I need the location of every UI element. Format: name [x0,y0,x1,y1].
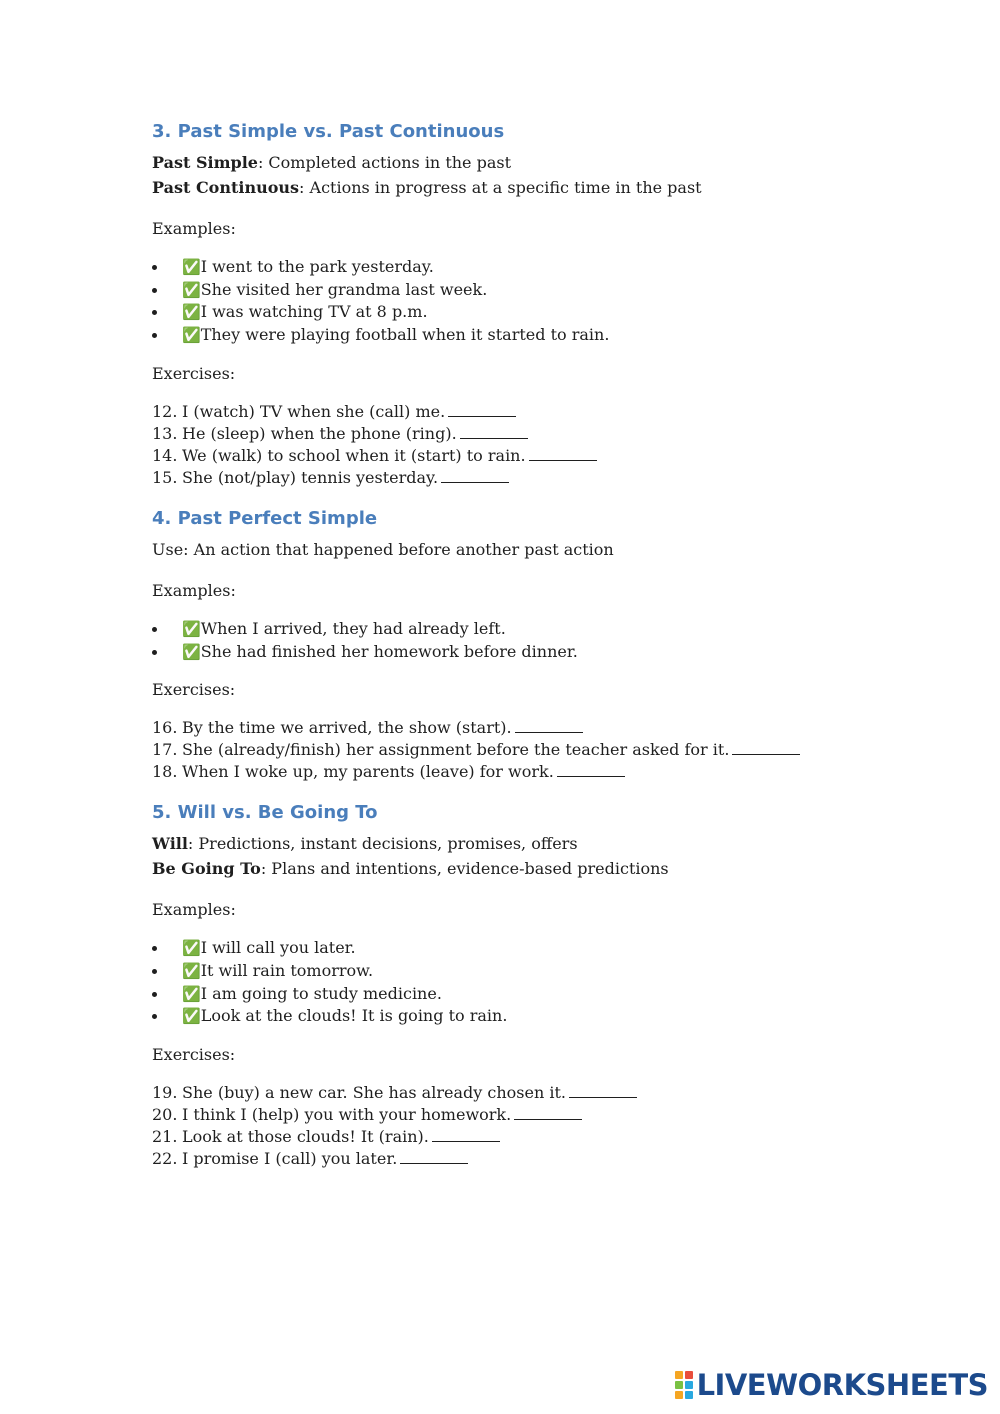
example-item [152,1005,912,1028]
liveworksheets-logo[interactable] [675,1368,988,1402]
exercises-list [152,1082,912,1170]
exercise-item [152,1104,912,1126]
use-line: Use: An action that happened before another past action [152,539,614,559]
logo-text: LIVEWORKSHEETS [696,1368,988,1402]
exercise-item [152,1082,912,1104]
exercise-number: 17. [152,740,178,760]
exercise-number: 15. [152,467,178,487]
answer-blank[interactable] [460,425,528,439]
section-heading: 5. Will vs. Be Going To [152,802,378,824]
check-mark-icon: ✅ [182,939,201,958]
definition-term: Be Going To [152,859,261,879]
answer-blank[interactable] [448,403,516,417]
exercise-item [152,423,912,445]
exercise-number: 18. [152,762,178,782]
check-mark-icon: ✅ [182,303,201,322]
logo-tile [675,1371,683,1379]
check-mark-icon: ✅ [182,280,201,299]
example-item [152,279,912,302]
exercise-text: By the time we arrived, the show (start). [182,718,512,738]
bullet-icon [152,946,157,951]
bullet-icon [152,310,157,315]
examples-list [152,618,912,663]
logo-tile [685,1381,693,1389]
exercise-number: 14. [152,445,178,465]
exercise-text: Look at those clouds! It (rain). [182,1127,429,1147]
example-item [152,641,912,664]
exercise-text: I promise I (call) you later. [182,1149,398,1169]
logo-tile [685,1391,693,1399]
exercise-text: When I woke up, my parents (leave) for work. [182,762,554,782]
bullet-icon [152,992,157,997]
exercise-item [152,401,912,423]
check-mark-icon: ✅ [182,961,201,980]
exercise-item [152,717,912,739]
answer-blank[interactable] [529,447,597,461]
definition-term: Past Continuous [152,178,300,197]
examples-label: Examples: [152,219,236,238]
exercise-text: We (walk) to school when it (start) to rain. [182,445,526,465]
section-heading: 3. Past Simple vs. Past Continuous [152,121,505,142]
bullet-icon [152,288,157,293]
exercise-item [152,445,912,467]
exercise-item [152,761,912,783]
example-text: They were playing football when it started to rain. [200,325,610,345]
exercise-item [152,1148,912,1170]
exercise-text: I (watch) TV when she (call) me. [182,401,446,421]
exercises-list [152,401,912,489]
check-mark-icon: ✅ [182,619,201,638]
exercise-number: 12. [152,401,178,421]
check-mark-icon: ✅ [182,1007,201,1026]
definition-term: Will [152,834,188,854]
bullet-icon [152,333,157,338]
example-text: I will call you later. [200,938,356,958]
check-mark-icon: ✅ [182,258,201,276]
exercise-number: 13. [152,423,178,443]
examples-list [152,937,912,1028]
exercises-label: Exercises: [152,680,236,700]
examples-list [152,256,912,347]
bullet-icon [152,969,157,974]
exercise-number: 20. [152,1105,178,1125]
example-text: She had finished her homework before dinner. [200,641,578,661]
section-heading: 4. Past Perfect Simple [152,507,378,529]
exercises-list [152,717,912,783]
answer-blank[interactable] [514,1106,582,1120]
definition-line [152,175,912,200]
example-item [152,301,912,324]
logo-mark-icon [675,1371,693,1399]
section-past-perfect [152,507,912,783]
example-item [152,618,912,641]
logo-tile [685,1371,693,1379]
exercise-number: 22. [152,1149,178,1169]
bullet-icon [152,627,157,632]
bullet-icon [152,650,157,655]
definition-text: : Predictions, instant decisions, promises, offers [187,834,578,854]
exercise-text: I think I (help) you with your homework. [182,1105,512,1125]
exercise-item [152,739,912,761]
exercise-number: 16. [152,718,178,738]
example-item [152,256,912,279]
definition-text: : Actions in progress at a specific time in the past [299,178,702,197]
example-text: It will rain tomorrow. [200,960,374,980]
logo-tile [675,1391,683,1399]
exercises-label: Exercises: [152,1045,236,1065]
check-mark-icon: ✅ [182,326,201,345]
definition-text: : Completed actions in the past [257,153,512,172]
exercise-number: 21. [152,1127,178,1147]
logo-tile [675,1381,683,1389]
example-text: She visited her grandma last week. [200,279,488,299]
exercise-text: She (already/finish) her assignment before the teacher asked for it. [182,740,730,760]
bullet-icon [152,265,157,270]
definition-line [152,856,912,881]
example-text: I am going to study medicine. [200,983,442,1003]
answer-blank[interactable] [432,1128,500,1142]
definition-text: : Plans and intentions, evidence-based predictions [260,859,669,879]
section-past-simple-vs-continuous [152,120,912,489]
examples-label: Examples: [152,580,236,600]
answer-blank[interactable] [441,469,509,483]
exercise-text: She (not/play) tennis yesterday. [182,467,439,487]
answer-blank[interactable] [732,741,800,755]
exercise-item [152,1126,912,1148]
answer-blank[interactable] [400,1150,468,1164]
answer-blank[interactable] [569,1084,637,1098]
exercise-number: 19. [152,1083,178,1103]
example-text: When I arrived, they had already left. [200,618,506,638]
exercise-item [152,467,912,489]
answer-blank[interactable] [515,719,583,733]
exercises-label: Exercises: [152,363,236,383]
example-text: I was watching TV at 8 p.m. [200,302,428,322]
example-text: I went to the park yesterday. [200,257,434,276]
example-item [152,324,912,347]
examples-label: Examples: [152,900,236,920]
exercise-text: He (sleep) when the phone (ring). [182,423,457,443]
example-item [152,983,912,1006]
section-will-vs-going-to [152,801,912,1170]
check-mark-icon: ✅ [182,642,201,661]
answer-blank[interactable] [557,763,625,777]
check-mark-icon: ✅ [182,984,201,1003]
exercise-text: She (buy) a new car. She has already chosen it. [182,1083,566,1103]
bullet-icon [152,1014,157,1019]
example-text: Look at the clouds! It is going to rain. [200,1006,508,1026]
worksheet-page [152,120,912,1170]
definition-line [152,150,912,175]
definition-line [152,831,912,856]
definition-term: Past Simple [152,153,258,172]
example-item [152,960,912,983]
example-item [152,937,912,960]
